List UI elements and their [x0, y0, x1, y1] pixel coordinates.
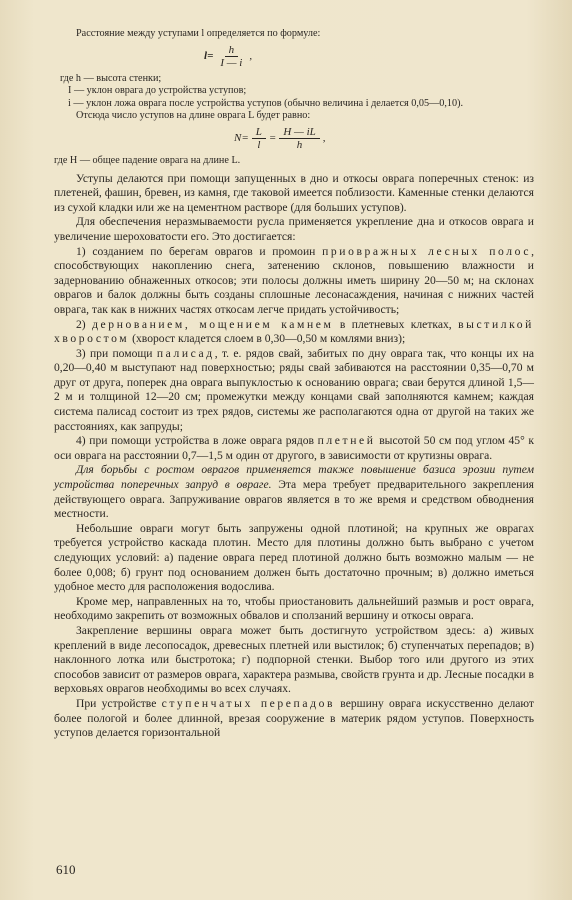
definition-row: I — уклон оврага до устройства уступов;: [68, 85, 247, 97]
spaced-term: приовражных лесных полос: [322, 244, 532, 258]
paragraph: Для обеспечения неразмываемости русла применяется укрепление дна и откосов оврага и увеличение шероховатости его. Это достигается:: [54, 215, 534, 243]
text-run: Эта мера требует предварительного закрепления действующего оврага. Запруживание оврагов является в то же время и средством обводнения местности.: [54, 478, 534, 521]
formula-fraction: [252, 126, 266, 151]
fraction-numerator: h: [225, 44, 239, 57]
page-content: [54, 28, 534, 741]
formula-intro-2: Отсюда число уступов на длине оврага L будет равно:: [76, 110, 311, 122]
text-run: в плетневых клетках,: [333, 317, 459, 331]
spaced-term: палисад: [156, 346, 215, 360]
text-run: (хворост кладется слоем в 0,30—0,50 м комлями вниз);: [129, 332, 406, 346]
list-item-1: [54, 245, 534, 318]
paragraph-italic-lead: [54, 463, 534, 521]
formula-eq: =: [241, 132, 249, 145]
spaced-term: ступенчатых перепадов: [161, 696, 336, 710]
text-run: 4) при помощи устройства в ложе оврага рядов: [76, 434, 318, 448]
formula-eq: =: [268, 132, 277, 145]
definition-row: i — уклон ложа оврага после устройства уступов (обычно величина i делается 0,05—0,10).: [68, 97, 464, 109]
text-run: , т. е. рядов свай, забитых по дну оврага так, что концы их на 0,20—0,40 м выступают над поверхностью; ряды свай забиваются на расстоянии 0,35—0,70 м друг от друга, поперек дна оврага выпуклостью к основанию оврага; сваи берутся длиной 1,5—2 м и толщиной 12—20 см; промежутки между концами свай заполняются камнем; каждая система палисад состоит из трех рядов, системы же располагаются одна от другой на таких же расстояниях, как запруды;: [54, 346, 535, 433]
definition-lead: где h — высота стенки;: [60, 72, 162, 84]
fraction-denominator: l: [257, 138, 261, 151]
formula-fraction: [279, 126, 319, 151]
formula-eq: =: [207, 50, 214, 63]
fraction-numerator: L: [252, 126, 266, 139]
formula-tail: ,: [322, 132, 326, 145]
formula-step-distance: [204, 44, 534, 69]
formula-step-count: [234, 126, 534, 151]
list-item-4: [54, 434, 534, 463]
formula-lhs: N: [234, 132, 242, 145]
spaced-term: выстилкой хворостом: [54, 317, 534, 346]
italic-run: Для борьбы с ростом оврагов применяется также повышение базиса эрозии путем устройства поперечных запруд в овраге.: [54, 463, 534, 492]
fraction-numerator: H — iL: [279, 126, 319, 139]
text-run: При устройстве: [76, 696, 162, 710]
text-run: 3) при помощи: [76, 346, 157, 360]
spaced-term: плетней: [317, 434, 376, 448]
paragraph: Закрепление вершины оврага может быть достигнуто устройством здесь: а) живых креплений в виде лесопосадок, древесных плетней или выстилок; б) ступенчатых перепадов; в) наклонного лотка или быстротока; г) подпорной стенки. Выбор того или другого из этих способов зависит от размеров оврага, характера размыва, свойств грунта и др. Лесные посадки в верховьях оврагов необходимы во всех случаях.: [54, 623, 534, 696]
list-item-2: [54, 318, 534, 347]
paragraph: Небольшие овраги могут быть запружены одной плотиной; на крупных же оврагах требуется устройство каскада плотин. Место для плотины должно быть выбрано с учетом следующих условий: а) падение оврага перед плотиной должно быть возможно малым — не более 0,008; б) грунт под основанием должен быть достаточно прочным; в) должно иметься удобное место для расположения водослива.: [54, 521, 534, 594]
formula-intro: Расстояние между уступами l определяется по формуле:: [76, 28, 321, 39]
spaced-term: дернованием, мощением камнем: [92, 317, 334, 331]
formula-fraction: [216, 44, 246, 69]
page-number: 610: [56, 862, 76, 877]
fraction-denominator: I — i: [220, 56, 243, 69]
paragraph: Кроме мер, направленных на то, чтобы приостановить дальнейший размыв и рост оврага, необходимо закрепить от возможных обвалов и сползаний вершину и откосы оврага.: [54, 594, 534, 623]
definition-2: где H — общее падение оврага на длине L.: [54, 154, 241, 166]
formula-tail: ,: [249, 50, 253, 63]
text-run: высотой 50 см под углом 45° к оси оврага на расстоянии 0,7—1,5 м один от другого, в зависимости от крутизны оврага.: [54, 434, 534, 462]
text-run: , способствующих накоплению снега, затенению склонов, повышению влажности и задернованию обнаженных откосов; эти полосы должны иметь ширину 20—50 м; на склонах оврагов и балок должны быть созданы сплошные лесонасаждения, начиная с нижних частей оврага, так как в нижних частях откосам легче придать устойчивость;: [54, 244, 534, 316]
paragraph-last: [54, 697, 534, 741]
definitions-1: [60, 73, 534, 111]
list-item-3: [54, 347, 534, 435]
text-run: 2): [76, 317, 93, 331]
paragraph: Уступы делаются при помощи запущенных в дно и откосы оврага поперечных стенок: из плетеней, фашин, бревен, из камня, где таковой имеется поблизости. Каменные стенки делаются из сухой кладки или же на цементном растворе (для больших уступов).: [54, 171, 534, 214]
text-run: 1) созданием по берегам оврагов и промоин: [76, 244, 323, 258]
text-run: вершину оврага искусственно делают более пологой и более длинной, врезая сооружение в материк рядом уступов. Поверхность уступов делается горизонтальной: [54, 696, 534, 740]
fraction-denominator: h: [296, 138, 303, 151]
formula-lhs: l: [204, 50, 208, 63]
